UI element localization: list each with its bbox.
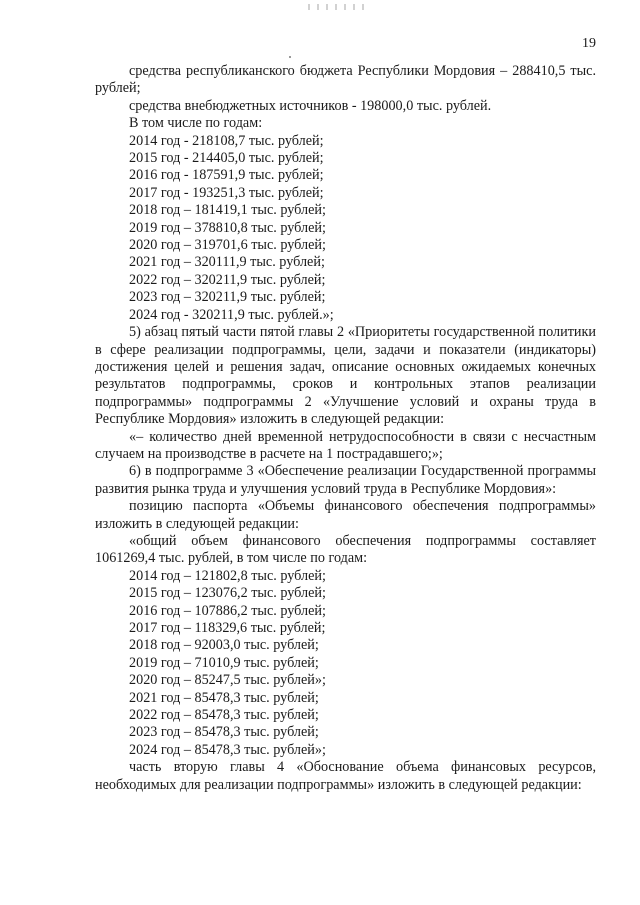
list-item: 2015 год - 214405,0 тыс. рублей;	[129, 150, 324, 167]
list-item: 2024 год – 85478,3 тыс. рублей»;	[129, 741, 326, 758]
paragraph-republic-budget: средства республиканского бюджета Республики Мордовия – 288410,5 тыс. рублей;	[95, 63, 596, 97]
list-item: 2016 год – 107886,2 тыс. рублей;	[129, 602, 326, 619]
scan-artifact	[308, 4, 368, 10]
paragraph-item-5: 5) абзац пятый части пятой главы 2 «Приоритеты государственной политики в сфере реализации подпрограммы, цели, задачи и показатели (индикаторы) достижения целей и решения задач, описание основных ожидаемых конечных результатов подпрограммы, сроков и контрольных этапов реализации подпрограммы» подпрограммы 2 «Улучшение условий и охраны труда в Республике Мордовия» изложить в следующей редакции:	[95, 324, 596, 428]
list-item: 2021 год – 320111,9 тыс. рублей;	[129, 254, 325, 271]
list-item: 2019 год – 378810,8 тыс. рублей;	[129, 219, 326, 236]
list-item: 2016 год - 187591,9 тыс. рублей;	[129, 167, 324, 184]
paragraph-item-6: 6) в подпрограмме 3 «Обеспечение реализации Государственной программы развития рынка труда и улучшения условий труда в Республике Мордовия»:	[95, 463, 596, 497]
list-item: 2014 год – 121802,8 тыс. рублей;	[129, 567, 326, 584]
list-item: 2020 год – 85247,5 тыс. рублей»;	[129, 672, 326, 689]
paragraph-total-funding: «общий объем финансового обеспечения подпрограммы составляет 1061269,4 тыс. рублей, в том числе по годам:	[95, 532, 596, 567]
paragraph-extrabudgetary: средства внебюджетных источников - 198000,0 тыс. рублей.	[129, 97, 492, 114]
paragraph-chapter-4: часть вторую главы 4 «Обоснование объема финансовых ресурсов, необходимых для реализации подпрограммы» изложить в следующей редакции:	[95, 759, 596, 793]
document-body	[95, 63, 596, 794]
list-item: 2022 год – 320211,9 тыс. рублей;	[129, 271, 326, 288]
scan-artifact-dot	[289, 56, 291, 58]
funding-by-year-list-1	[95, 133, 596, 324]
list-item: 2017 год – 118329,6 тыс. рублей;	[129, 620, 326, 636]
list-item: 2023 год – 85478,3 тыс. рублей;	[129, 724, 319, 741]
list-item: 2019 год – 71010,9 тыс. рублей;	[129, 654, 319, 671]
list-item: 2018 год – 92003,0 тыс. рублей;	[129, 637, 319, 654]
page-number: 19	[582, 36, 596, 51]
list-item: 2017 год - 193251,3 тыс. рублей;	[129, 184, 324, 201]
list-item: 2015 год – 123076,2 тыс. рублей;	[129, 585, 326, 602]
funding-by-year-list-2	[95, 568, 596, 759]
list-item: 2024 год - 320211,9 тыс. рублей.»;	[129, 306, 334, 323]
paragraph-passport-position: позицию паспорта «Объемы финансового обеспечения подпрограммы» изложить в следующей редакции:	[95, 498, 596, 532]
list-item: 2014 год - 218108,7 тыс. рублей;	[129, 132, 324, 149]
list-item: 2020 год – 319701,6 тыс. рублей;	[129, 237, 326, 254]
list-item: 2022 год – 85478,3 тыс. рублей;	[129, 707, 319, 724]
list-item: 2023 год – 320211,9 тыс. рублей;	[129, 289, 326, 306]
paragraph-by-years-heading: В том числе по годам:	[129, 115, 263, 132]
list-item: 2021 год – 85478,3 тыс. рублей;	[129, 689, 319, 706]
paragraph-indicator-quote: «– количество дней временной нетрудоспособности в связи с несчастным случаем на производстве в расчете на 1 пострадавшего;»;	[95, 428, 596, 462]
list-item: 2018 год – 181419,1 тыс. рублей;	[129, 202, 326, 219]
